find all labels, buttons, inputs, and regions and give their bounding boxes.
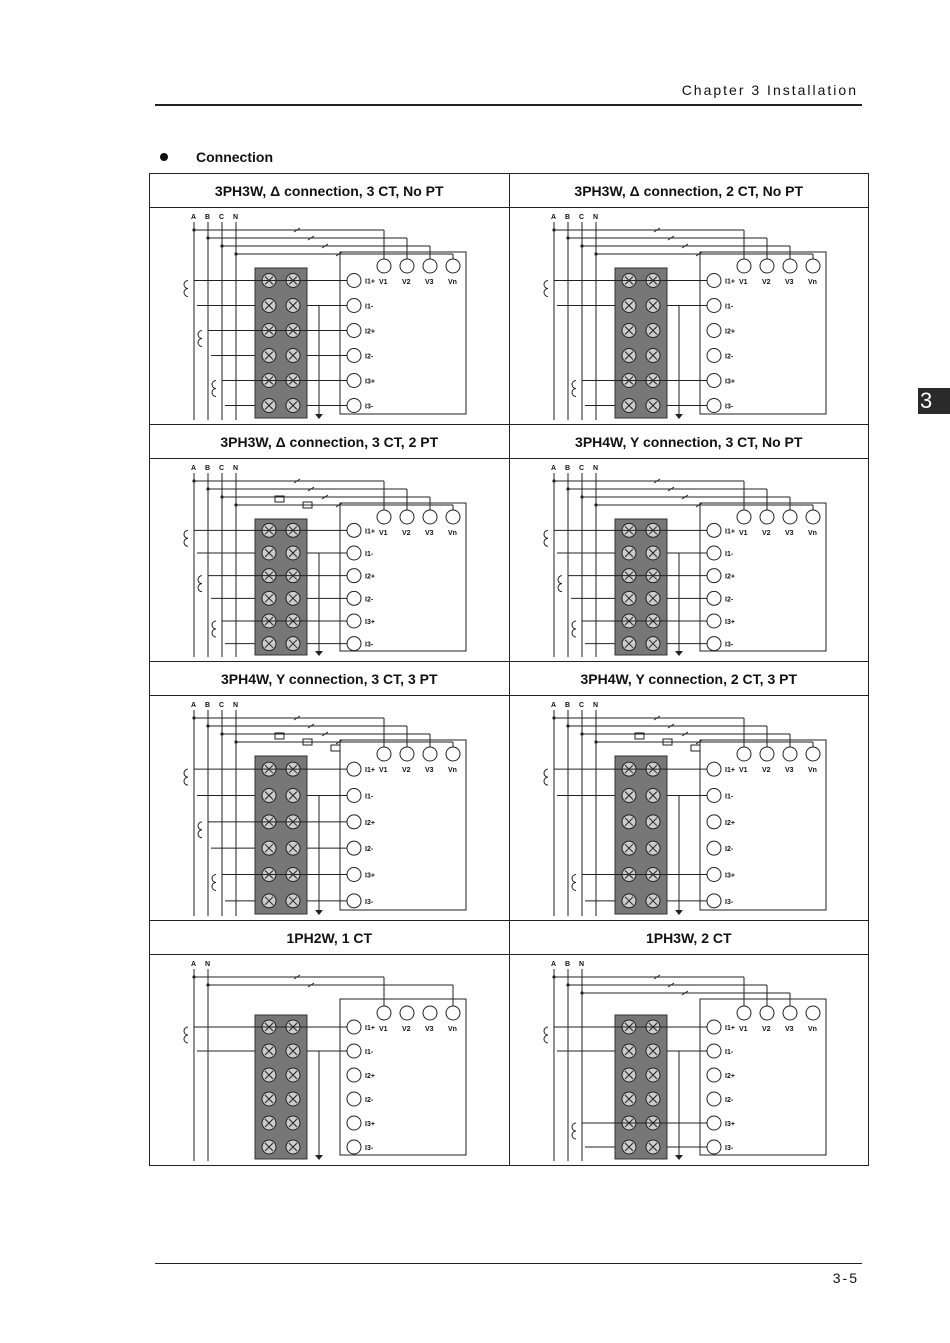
ct-terminal-block: [615, 268, 667, 418]
line-label: N: [233, 214, 239, 221]
current-terminal: [707, 1020, 721, 1034]
voltage-terminal-label: V1: [379, 1026, 388, 1033]
ct-coil-icon: [198, 822, 202, 838]
voltage-terminal-label: V2: [402, 767, 411, 774]
line-label: A: [191, 702, 197, 709]
current-terminal: [707, 1068, 721, 1082]
voltage-terminal-label: V2: [402, 1026, 411, 1033]
current-terminal-label: I1+: [365, 1025, 375, 1032]
voltage-terminal: [806, 747, 820, 761]
ground-icon: [675, 1155, 683, 1160]
header-rule: [155, 104, 862, 106]
line-label: B: [564, 702, 570, 709]
current-terminal: [347, 894, 361, 908]
voltage-terminal: [377, 1006, 391, 1020]
current-terminal-label: I1+: [724, 528, 735, 536]
current-terminal: [707, 1116, 721, 1130]
line-label: N: [592, 465, 598, 472]
diagram-title: 3PH3W, Δ connection, 3 CT, 2 PT: [150, 425, 510, 459]
voltage-terminal: [783, 259, 797, 273]
voltage-terminal: [446, 259, 460, 273]
current-terminal-label: I3-: [724, 403, 733, 411]
current-terminal-label: I2+: [724, 1073, 735, 1080]
voltage-terminal: [737, 510, 751, 524]
current-terminal-label: I3-: [365, 1145, 374, 1152]
pt-symbol: [331, 745, 340, 751]
ct-coil-icon: [544, 530, 548, 546]
current-terminal-label: I1-: [724, 303, 733, 311]
current-terminal: [347, 868, 361, 882]
current-terminal: [707, 299, 721, 313]
current-terminal-label: I1-: [365, 793, 374, 801]
current-terminal: [707, 637, 721, 651]
voltage-terminal-label: Vn: [448, 279, 457, 286]
current-terminal: [707, 762, 721, 776]
voltage-terminal: [377, 747, 391, 761]
line-label: N: [233, 702, 239, 709]
bullet-icon: [160, 153, 168, 161]
voltage-terminal: [400, 1006, 414, 1020]
voltage-terminal-label: Vn: [448, 1026, 457, 1033]
voltage-terminal: [760, 259, 774, 273]
current-terminal-label: I3+: [724, 619, 735, 626]
line-label: B: [205, 702, 211, 709]
voltage-terminal-label: V3: [425, 530, 434, 537]
current-terminal: [347, 399, 361, 413]
line-label: A: [550, 961, 556, 968]
ct-coil-icon: [572, 875, 576, 891]
current-terminal: [347, 349, 361, 363]
ct-terminal-block: [255, 268, 307, 418]
line-label: C: [219, 214, 225, 221]
current-terminal: [707, 374, 721, 388]
voltage-terminal-label: V1: [738, 530, 748, 537]
current-terminal: [707, 399, 721, 413]
ct-terminal-block: [255, 1015, 307, 1159]
line-label: C: [219, 465, 225, 472]
line-label: A: [550, 465, 556, 472]
current-terminal-label: I3+: [724, 378, 735, 386]
voltage-terminal: [423, 510, 437, 524]
voltage-terminal-label: V2: [761, 1026, 771, 1033]
current-terminal-label: I3+: [365, 872, 375, 880]
section-heading: [160, 149, 273, 165]
line-label: N: [205, 961, 211, 968]
voltage-terminal-label: V3: [425, 767, 434, 774]
voltage-terminal-label: V1: [738, 279, 748, 286]
current-terminal-label: I3+: [365, 1121, 375, 1128]
current-terminal: [707, 274, 721, 288]
current-terminal: [347, 841, 361, 855]
current-terminal: [707, 868, 721, 882]
ct-coil-icon: [558, 576, 562, 592]
diagram-title: 3PH3W, Δ connection, 3 CT, No PT: [150, 174, 510, 208]
pt-symbol: [691, 745, 700, 751]
line-label: B: [564, 214, 570, 221]
ground-icon: [315, 1155, 323, 1160]
voltage-terminal: [783, 510, 797, 524]
ct-coil-icon: [212, 381, 216, 397]
page-number: 3-5: [832, 1270, 859, 1286]
current-terminal: [707, 1140, 721, 1154]
ct-coil-icon: [184, 530, 188, 546]
current-terminal-label: I2-: [365, 353, 374, 361]
current-terminal-label: I2+: [724, 819, 735, 827]
current-terminal: [347, 1020, 361, 1034]
current-terminal: [707, 591, 721, 605]
line-label: B: [205, 214, 211, 221]
current-terminal: [707, 614, 721, 628]
voltage-terminal-label: Vn: [807, 767, 817, 774]
current-terminal-label: I1+: [365, 278, 375, 286]
current-terminal: [707, 1044, 721, 1058]
current-terminal-label: I2-: [365, 846, 374, 854]
current-terminal: [347, 1116, 361, 1130]
voltage-terminal: [806, 259, 820, 273]
wiring-diagram-cell: [509, 208, 869, 425]
voltage-terminal: [737, 747, 751, 761]
voltage-terminal-label: V1: [738, 767, 748, 774]
wiring-diagram: [150, 696, 509, 920]
line-label: C: [219, 702, 225, 709]
current-terminal: [707, 789, 721, 803]
current-terminal: [707, 1092, 721, 1106]
voltage-terminal-label: V2: [761, 530, 771, 537]
current-terminal-label: I2-: [724, 846, 733, 854]
voltage-terminal-label: V1: [379, 767, 388, 774]
voltage-terminal-label: V1: [379, 279, 388, 286]
ground-icon: [315, 910, 323, 915]
current-terminal-label: I3+: [724, 1121, 735, 1128]
line-label: N: [592, 702, 598, 709]
ct-coil-icon: [184, 769, 188, 785]
line-label: N: [233, 465, 239, 472]
voltage-terminal: [737, 259, 751, 273]
ct-coil-icon: [212, 875, 216, 891]
voltage-terminal-label: V3: [425, 279, 434, 286]
current-terminal-label: I1-: [365, 303, 374, 311]
ground-icon: [315, 414, 323, 419]
voltage-terminal: [377, 259, 391, 273]
current-terminal-label: I3-: [724, 1145, 733, 1152]
current-terminal: [707, 569, 721, 583]
current-terminal: [347, 789, 361, 803]
current-terminal: [707, 523, 721, 537]
wiring-diagram-cell: [150, 955, 510, 1166]
current-terminal-label: I1+: [724, 278, 735, 286]
current-terminal: [347, 1044, 361, 1058]
current-terminal: [347, 1068, 361, 1082]
current-terminal: [707, 349, 721, 363]
ct-coil-icon: [198, 331, 202, 347]
current-terminal-label: I2-: [365, 596, 374, 604]
diagram-title: 3PH4W, Y connection, 2 CT, 3 PT: [509, 662, 869, 696]
voltage-terminal: [760, 1006, 774, 1020]
current-terminal: [347, 1092, 361, 1106]
diagram-title: 3PH4W, Y connection, 3 CT, 3 PT: [150, 662, 510, 696]
wiring-diagram-cell: [150, 208, 510, 425]
ct-coil-icon: [544, 281, 548, 297]
current-terminal-label: I2+: [365, 573, 375, 581]
current-terminal: [347, 274, 361, 288]
line-label: A: [550, 702, 556, 709]
ct-terminal-block: [615, 1015, 667, 1159]
ct-coil-icon: [198, 576, 202, 592]
current-terminal-label: I1-: [724, 551, 733, 558]
current-terminal: [707, 815, 721, 829]
current-terminal-label: I3-: [724, 641, 733, 649]
wiring-diagram-cell: [150, 459, 510, 662]
current-terminal-label: I2+: [365, 328, 375, 336]
voltage-terminal: [400, 747, 414, 761]
current-terminal: [347, 523, 361, 537]
current-terminal-label: I1-: [365, 551, 374, 558]
voltage-terminal-label: V1: [379, 530, 388, 537]
current-terminal: [347, 569, 361, 583]
current-terminal-label: I3-: [365, 403, 374, 411]
wiring-diagram-cell: [509, 459, 869, 662]
wiring-diagram: [510, 208, 869, 424]
voltage-terminal-label: V2: [761, 279, 771, 286]
current-terminal: [347, 374, 361, 388]
current-terminal-label: I1-: [365, 1049, 374, 1056]
wiring-diagram: [150, 208, 509, 424]
line-label: B: [564, 961, 570, 968]
ct-terminal-block: [615, 756, 667, 914]
voltage-terminal-label: V3: [784, 767, 794, 774]
voltage-terminal: [400, 510, 414, 524]
wiring-diagram: [510, 459, 869, 661]
wiring-diagram: [510, 955, 869, 1165]
diagram-title: 3PH3W, Δ connection, 2 CT, No PT: [509, 174, 869, 208]
current-terminal-label: I1+: [365, 528, 375, 536]
line-label: B: [205, 465, 211, 472]
voltage-terminal-label: V2: [402, 530, 411, 537]
voltage-terminal-label: V3: [784, 1026, 794, 1033]
chapter-header: Chapter 3 Installation: [681, 82, 858, 98]
current-terminal-label: I1-: [724, 793, 733, 801]
current-terminal-label: I3-: [365, 641, 374, 649]
voltage-terminal-label: V1: [738, 1026, 748, 1033]
wiring-diagram-cell: [150, 696, 510, 921]
voltage-terminal-label: V3: [425, 1026, 434, 1033]
line-label: A: [191, 214, 197, 221]
voltage-terminal-label: Vn: [448, 530, 457, 537]
voltage-terminal: [783, 1006, 797, 1020]
current-terminal: [347, 815, 361, 829]
voltage-terminal-label: V2: [761, 767, 771, 774]
line-label: C: [578, 214, 584, 221]
current-terminal-label: I2+: [724, 328, 735, 336]
voltage-terminal: [400, 259, 414, 273]
current-terminal-label: I2-: [724, 1097, 733, 1104]
current-terminal-label: I1-: [724, 1049, 733, 1056]
ground-icon: [675, 910, 683, 915]
line-label: N: [592, 214, 598, 221]
current-terminal-label: I1+: [724, 1025, 735, 1032]
line-label: N: [578, 961, 584, 968]
ct-coil-icon: [184, 1027, 188, 1043]
voltage-terminal: [806, 1006, 820, 1020]
ct-coil-icon: [572, 381, 576, 397]
current-terminal: [347, 762, 361, 776]
wiring-diagram-cell: [509, 955, 869, 1166]
current-terminal: [347, 1140, 361, 1154]
ground-icon: [675, 414, 683, 419]
voltage-terminal-label: Vn: [807, 279, 817, 286]
current-terminal: [347, 591, 361, 605]
ct-coil-icon: [184, 281, 188, 297]
current-terminal: [347, 324, 361, 338]
ct-coil-icon: [572, 1123, 576, 1139]
current-terminal-label: I3+: [365, 378, 375, 386]
voltage-terminal: [423, 747, 437, 761]
section-title: Connection: [196, 149, 273, 165]
voltage-terminal: [446, 747, 460, 761]
line-label: A: [550, 214, 556, 221]
current-terminal: [347, 546, 361, 560]
current-terminal: [707, 894, 721, 908]
ct-terminal-block: [615, 519, 667, 655]
current-terminal: [707, 841, 721, 855]
voltage-terminal: [806, 510, 820, 524]
current-terminal-label: I1+: [724, 767, 735, 775]
current-terminal: [707, 324, 721, 338]
voltage-terminal-label: V3: [784, 279, 794, 286]
current-terminal-label: I2+: [724, 573, 735, 581]
current-terminal: [347, 299, 361, 313]
current-terminal-label: I2+: [365, 819, 375, 827]
current-terminal-label: I3-: [724, 898, 733, 906]
voltage-terminal-label: Vn: [448, 767, 457, 774]
voltage-terminal-label: V3: [784, 530, 794, 537]
current-terminal-label: I1+: [365, 767, 375, 775]
voltage-terminal: [446, 1006, 460, 1020]
wiring-diagram: [150, 955, 509, 1165]
ct-coil-icon: [572, 621, 576, 637]
current-terminal-label: I3+: [724, 872, 735, 880]
voltage-terminal: [423, 259, 437, 273]
current-terminal-label: I2+: [365, 1073, 375, 1080]
diagram-title: 1PH3W, 2 CT: [509, 921, 869, 955]
voltage-terminal-label: Vn: [807, 1026, 817, 1033]
current-terminal: [347, 614, 361, 628]
ct-terminal-block: [255, 519, 307, 655]
voltage-terminal: [783, 747, 797, 761]
ct-coil-icon: [212, 621, 216, 637]
voltage-terminal: [377, 510, 391, 524]
line-label: A: [191, 961, 197, 968]
current-terminal-label: I3+: [365, 619, 375, 626]
ct-terminal-block: [255, 756, 307, 914]
voltage-terminal-label: V2: [402, 279, 411, 286]
ground-icon: [315, 651, 323, 656]
line-label: C: [578, 702, 584, 709]
voltage-terminal: [737, 1006, 751, 1020]
voltage-terminal: [760, 747, 774, 761]
ct-coil-icon: [544, 1027, 548, 1043]
ct-coil-icon: [544, 769, 548, 785]
current-terminal-label: I2-: [365, 1097, 374, 1104]
wiring-diagram-cell: [509, 696, 869, 921]
current-terminal-label: I2-: [724, 596, 733, 604]
current-terminal-label: I2-: [724, 353, 733, 361]
ground-icon: [675, 651, 683, 656]
footer-rule: [155, 1263, 862, 1264]
chapter-tab: 3: [918, 388, 950, 414]
line-label: A: [191, 465, 197, 472]
current-terminal: [347, 637, 361, 651]
wiring-diagram: [150, 459, 509, 661]
current-terminal-label: I3-: [365, 898, 374, 906]
wiring-diagram: [510, 696, 869, 920]
voltage-terminal-label: Vn: [807, 530, 817, 537]
diagram-title: 3PH4W, Y connection, 3 CT, No PT: [509, 425, 869, 459]
line-label: B: [564, 465, 570, 472]
voltage-terminal: [446, 510, 460, 524]
voltage-terminal: [423, 1006, 437, 1020]
line-label: C: [578, 465, 584, 472]
diagram-title: 1PH2W, 1 CT: [150, 921, 510, 955]
current-terminal: [707, 546, 721, 560]
voltage-terminal: [760, 510, 774, 524]
connection-table: [149, 173, 869, 1166]
